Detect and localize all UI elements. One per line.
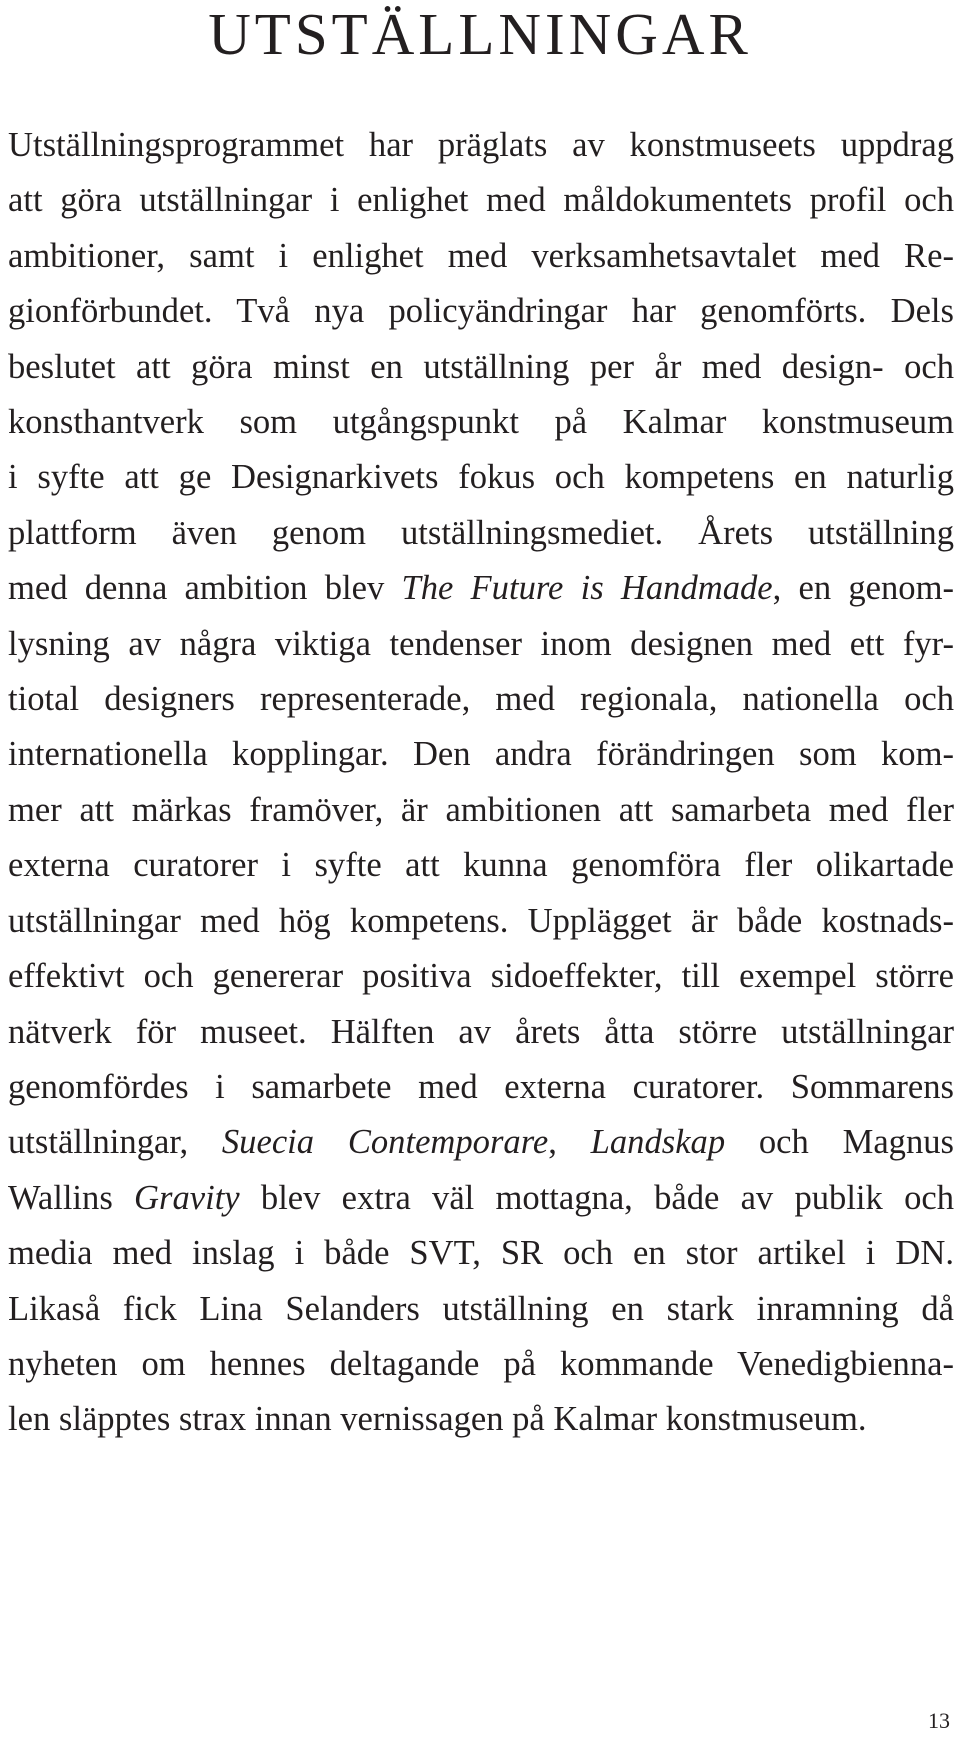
- text-line: nätverk för museet. Hälften av årets åtta större utställningar: [8, 1012, 954, 1051]
- text-line: genomfördes i samarbete med externa curatorer. Sommarens: [8, 1067, 954, 1106]
- text-line: Utställningsprogrammet har präglats av konstmuseets uppdrag: [8, 126, 954, 164]
- work-title-landskap: Landskap: [590, 1123, 726, 1162]
- text-line: len släpptes strax innan vernissagen på Kalmar konstmuseum.: [8, 1400, 867, 1439]
- text-line: utställningar med hög kompetens. Upplägget är både kostnads-: [8, 901, 954, 940]
- text-line: lysning av några viktiga tendenser inom designen med ett fyr-: [8, 624, 954, 663]
- text-line: gionförbundet. Två nya policyändringar har genomförts. Dels: [8, 292, 954, 331]
- text-line: beslutet att göra minst en utställning per år med design- och: [8, 347, 954, 386]
- work-title-the-future-is-handmade: The Future is Handmade: [401, 569, 773, 608]
- page-number: 13: [928, 1708, 950, 1733]
- text-line: nyheten om hennes deltagande på kommande Venedigbienna-: [8, 1344, 954, 1383]
- text-line: konsthantverk som utgångspunkt på Kalmar konstmuseum: [8, 403, 954, 442]
- body-paragraph: [8, 118, 954, 1448]
- text-line: effektivt och genererar positiva sidoeffekter, till exempel större: [8, 957, 954, 996]
- work-title-gravity: Gravity: [134, 1178, 240, 1217]
- text-line: i syfte att ge Designarkivets fokus och kompetens en naturlig: [8, 458, 954, 497]
- text-line: tiotal designers representerade, med regionala, nationella och: [8, 680, 954, 719]
- text-line: utställningar, Suecia Contemporare, Landskap och Magnus: [8, 1123, 954, 1162]
- text-line: externa curatorer i syfte att kunna genomföra fler olikartade: [8, 846, 954, 885]
- text-line: Likaså fick Lina Selanders utställning en stark inramning då: [8, 1289, 954, 1328]
- text-line: mer att märkas framöver, är ambitionen att samarbeta med fler: [8, 790, 954, 829]
- text-line: plattform även genom utställningsmediet. Årets utställning: [8, 513, 954, 552]
- work-title-suecia-contemporare: Suecia Contemporare: [221, 1123, 549, 1162]
- text-line: med denna ambition blev The Future is Handmade, en genom-: [8, 569, 954, 608]
- text-line: Wallins Gravity blev extra väl mottagna, både av publik och: [8, 1178, 954, 1217]
- text-line: ambitioner, samt i enlighet med verksamhetsavtalet med Re-: [8, 236, 954, 275]
- text-line: att göra utställningar i enlighet med måldokumentets profil och: [8, 181, 954, 220]
- page-title: UTSTÄLLNINGAR: [208, 1, 752, 67]
- text-line: internationella kopplingar. Den andra förändringen som kom-: [8, 735, 954, 774]
- text-line: media med inslag i både SVT, SR och en stor artikel i DN.: [8, 1234, 954, 1273]
